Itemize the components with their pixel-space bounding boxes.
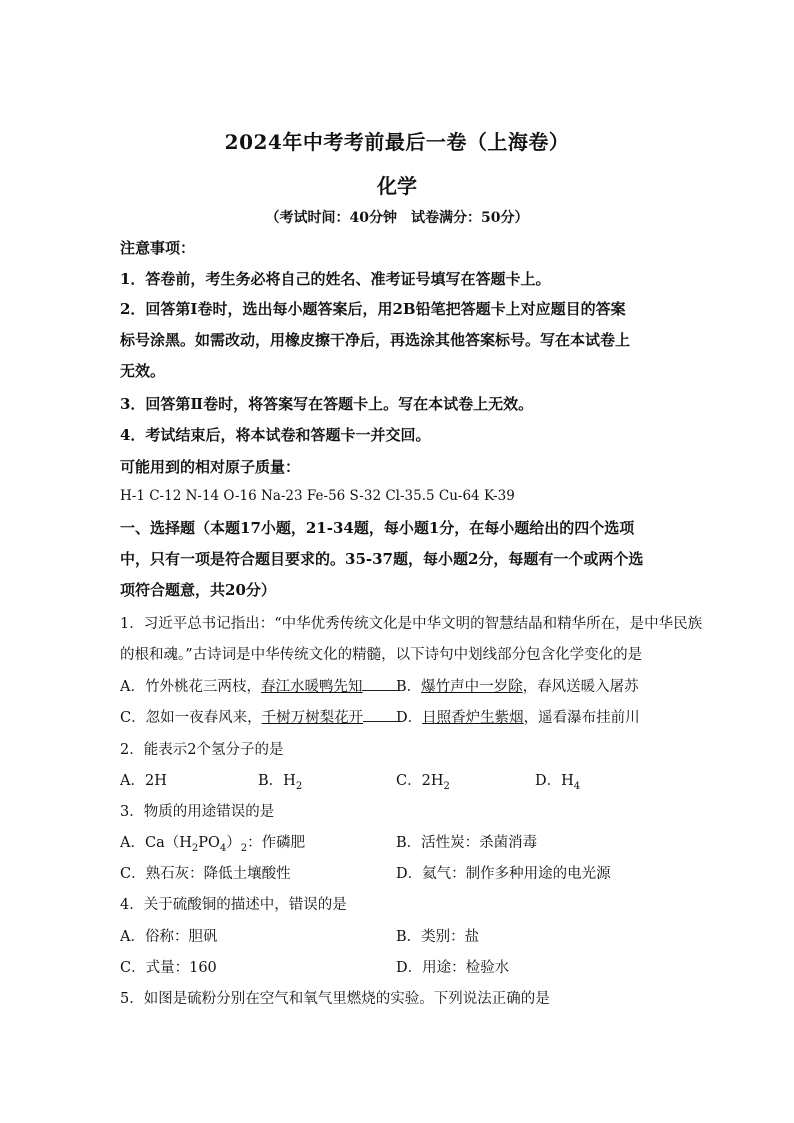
section1-line-1: 一、选择题（本题17小题，21-34题，每小题1分，在每小题给出的四个选项 <box>120 519 635 537</box>
notes-heading: 注意事项： <box>120 239 196 257</box>
q1-stem-line-2: 的根和魂。”古诗词是中华传统文化的精髓，以下诗句中划线部分包含化学变化的是 <box>120 647 643 663</box>
subject-title: 化学 <box>377 174 417 198</box>
note-2-line-1: 2．回答第Ⅰ卷时，选出每小题答案后，用2B铅笔把答题卡上对应题目的答案 <box>120 300 626 318</box>
q3-option-a-sub-1: 2 <box>191 842 199 854</box>
q1-option-b-label: B． <box>396 679 422 695</box>
q2-option-c-subscript: 2 <box>443 780 450 792</box>
q1-option-d <box>396 706 640 727</box>
q3-stem: 3．物质的用途错误的是 <box>120 804 275 820</box>
q3-option-a-sub-2: 4 <box>219 842 227 854</box>
q1-stem-line-1: 1．习近平总书记指出：“中华优秀传统文化是中华文明的智慧结晶和精华所在，是中华民族 <box>120 616 703 632</box>
q1-option-d-label: D． <box>396 710 423 726</box>
q1-option-a-text: A．竹外桃花三两枝， <box>120 679 261 695</box>
note-2-line-3: 无效。 <box>120 362 166 380</box>
note-4: 4．考试结束后，将本试卷和答题卡一并交回。 <box>120 426 431 444</box>
q1-option-c-text: C．忽如一夜春风来， <box>120 710 262 726</box>
q2-option-b-text: B．H <box>258 773 296 789</box>
q3-option-a-close: ） <box>226 835 241 851</box>
q3-option-a-text: A．Ca（H <box>120 835 192 851</box>
q1-option-a-blank <box>362 676 400 691</box>
q1-option-c <box>120 706 401 727</box>
note-3: 3．回答第Ⅱ卷时，将答案写在答题卡上。写在本试卷上无效。 <box>120 395 534 413</box>
q3-option-b: B．活性炭：杀菌消毒 <box>396 835 538 851</box>
note-1: 1．答卷前，考生务必将自己的姓名、准考证号填写在答题卡上。 <box>120 270 551 288</box>
q1-option-b <box>396 675 639 696</box>
atomic-mass-heading: 可能用到的相对原子质量： <box>120 458 301 476</box>
q4-option-c: C．式量：160 <box>120 960 217 976</box>
q4-option-d: D．用途：检验水 <box>396 960 510 976</box>
q3-option-d: D．氦气：制作多种用途的电光源 <box>396 866 611 882</box>
section1-line-3: 项符合题意，共20分） <box>120 581 276 599</box>
q2-option-d-subscript: 4 <box>573 780 581 792</box>
q3-option-a-sub-3: 2 <box>240 842 248 854</box>
exam-info: （考试时间：40分钟 试卷满分：50分） <box>265 210 529 226</box>
q1-option-b-text: ，春风送暖入屠苏 <box>522 679 639 695</box>
q1-option-c-underlined: 千树万树梨花开 <box>261 710 364 726</box>
q3-option-a-mid: PO <box>198 835 220 851</box>
q2-option-a: A．2H <box>120 773 167 789</box>
q4-option-b: B．类别：盐 <box>396 929 480 945</box>
q3-option-a <box>120 831 305 854</box>
q2-option-d-text: D．H <box>535 773 574 789</box>
q2-option-b-subscript: 2 <box>295 780 303 792</box>
q3-option-c: C．熟石灰：降低土壤酸性 <box>120 866 291 882</box>
q3-option-a-use: ：作磷肥 <box>247 835 306 851</box>
section1-line-2: 中，只有一项是符合题目要求的。35-37题，每小题2分，每题有一个或两个选 <box>120 550 644 568</box>
atomic-mass-list: H-1 C-12 N-14 O-16 Na-23 Fe-56 S-32 Cl-35.5 Cu-64 K-39 <box>120 488 515 504</box>
q1-option-d-underlined: 日照香炉生紫烟 <box>422 710 524 726</box>
q2-option-c <box>396 769 450 792</box>
note-2-line-2: 标号涂黑。如需改动，用橡皮擦干净后，再选涂其他答案标号。写在本试卷上 <box>120 331 631 349</box>
q1-option-b-underlined: 爆竹声中一岁除 <box>421 679 523 695</box>
q2-option-c-text: C．2H <box>396 773 444 789</box>
q2-option-b <box>258 769 302 792</box>
q4-stem: 4．关于硫酸铜的描述中，错误的是 <box>120 897 347 913</box>
q4-option-a: A．俗称：胆矾 <box>120 929 218 945</box>
exam-title: 2024年中考考前最后一卷（上海卷） <box>224 130 570 154</box>
q5-stem: 5．如图是硫粉分别在空气和氧气里燃烧的实验。下列说法正确的是 <box>120 991 550 1007</box>
q1-option-a-underlined: 春江水暖鸭先知 <box>260 679 363 695</box>
q1-option-d-text: ，遥看瀑布挂前川 <box>523 710 640 726</box>
q1-option-a <box>120 675 400 696</box>
q2-option-d <box>535 769 580 792</box>
q2-stem: 2．能表示2个氢分子的是 <box>120 742 284 758</box>
